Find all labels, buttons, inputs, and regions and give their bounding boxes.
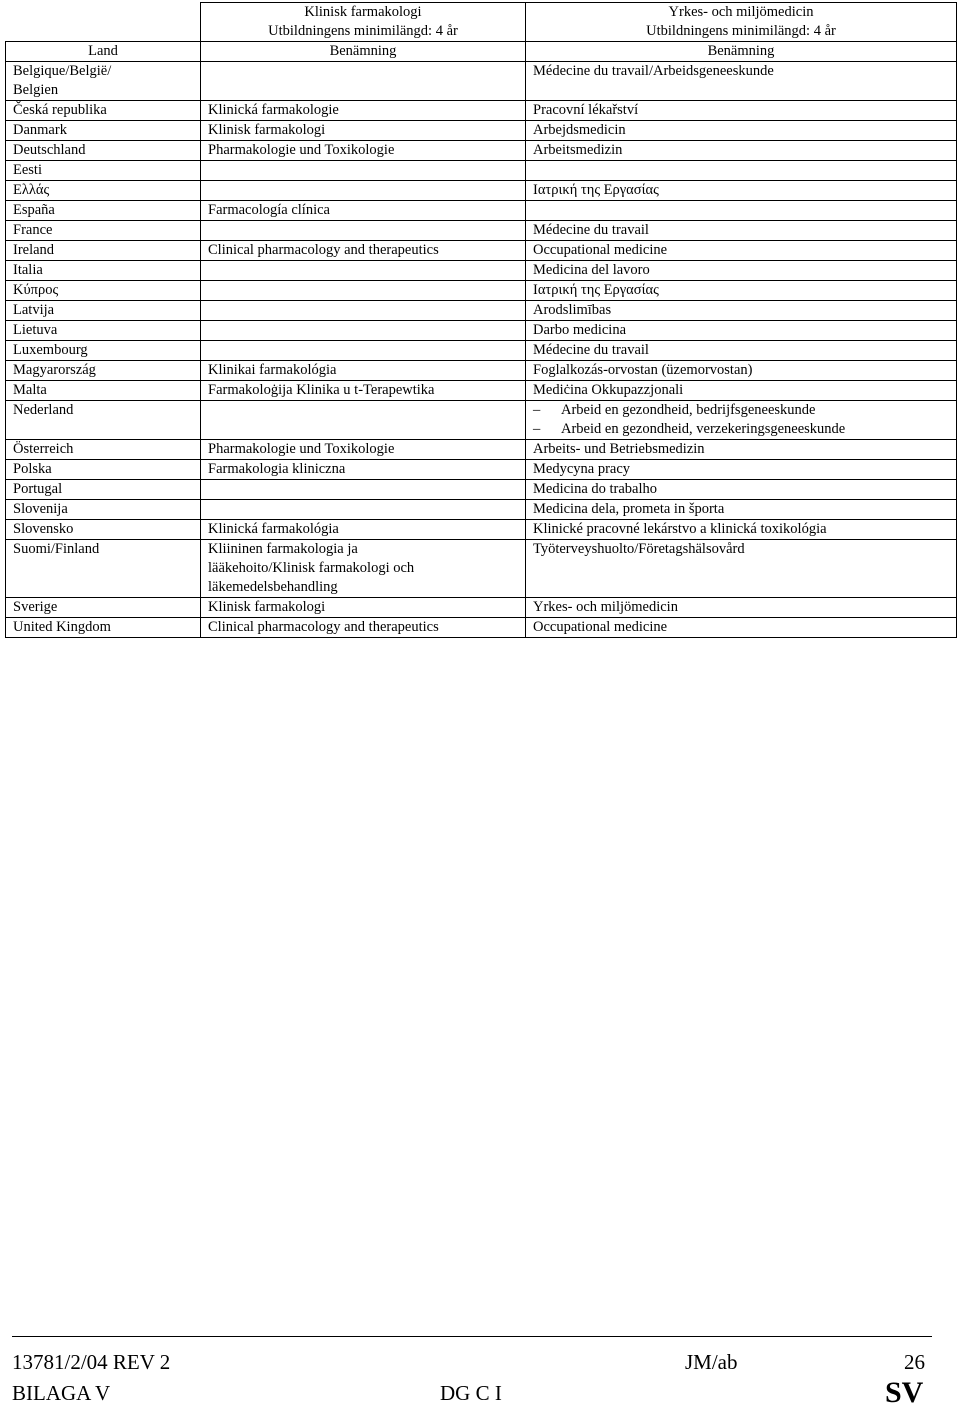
country-cell: Danmark bbox=[6, 121, 201, 141]
clinical-pharmacology-cell bbox=[201, 341, 526, 361]
table-row bbox=[6, 460, 957, 480]
clinical-pharmacology-cell bbox=[201, 161, 526, 181]
annex-label: BILAGA V bbox=[12, 1381, 111, 1405]
clinical-pharmacology-cell bbox=[201, 321, 526, 341]
country-cell: Nederland bbox=[6, 401, 201, 440]
author-initials: JM/ab bbox=[685, 1350, 738, 1374]
clinical-pharmacology-cell: Farmacología clínica bbox=[201, 201, 526, 221]
language-code: SV bbox=[885, 1376, 924, 1409]
clinical-pharmacology-cell bbox=[201, 401, 526, 440]
country-cell: Latvija bbox=[6, 301, 201, 321]
land-label: Land bbox=[6, 42, 201, 62]
clinical-pharmacology-cell bbox=[201, 181, 526, 201]
occupational-medicine-duration: Utbildningens minimilängd: 4 år bbox=[646, 23, 836, 39]
clinical-pharmacology-cell bbox=[201, 480, 526, 500]
header-occupational-medicine bbox=[526, 3, 957, 42]
country-cell: Österreich bbox=[6, 440, 201, 460]
clinical-pharmacology-cell: Klinisk farmakologi bbox=[201, 598, 526, 618]
header-clinical-pharmacology bbox=[201, 3, 526, 42]
table-row bbox=[6, 440, 957, 460]
clinical-pharmacology-title: Klinisk farmakologi bbox=[304, 4, 422, 20]
occupational-medicine-cell: Occupational medicine bbox=[526, 618, 957, 638]
table-row bbox=[6, 540, 957, 598]
table-row bbox=[6, 221, 957, 241]
country-cell: Italia bbox=[6, 261, 201, 281]
table-row bbox=[6, 141, 957, 161]
table-row bbox=[6, 301, 957, 321]
occupational-medicine-cell: Medicina do trabalho bbox=[526, 480, 957, 500]
table-row bbox=[6, 261, 957, 281]
specialties-table bbox=[5, 2, 957, 638]
occupational-medicine-cell: Työterveyshuolto/Företagshälsovård bbox=[526, 540, 957, 598]
clinical-pharmacology-cell: Pharmakologie und Toxikologie bbox=[201, 141, 526, 161]
occupational-medicine-cell: Occupational medicine bbox=[526, 241, 957, 261]
table-row bbox=[6, 181, 957, 201]
occupational-medicine-cell: Médecine du travail bbox=[526, 221, 957, 241]
dash-bullet: – bbox=[533, 402, 541, 418]
country-cell: Malta bbox=[6, 381, 201, 401]
country-cell: Slovensko bbox=[6, 520, 201, 540]
table-row bbox=[6, 341, 957, 361]
clinical-pharmacology-cell bbox=[201, 261, 526, 281]
country-cell: España bbox=[6, 201, 201, 221]
footer-divider bbox=[12, 1336, 932, 1337]
list-item: – Arbeid en gezondheid, bedrijfsgeneeskunde bbox=[533, 402, 816, 418]
clinical-pharmacology-cell: Farmakologia kliniczna bbox=[201, 460, 526, 480]
table-row bbox=[6, 520, 957, 540]
clinical-pharmacology-duration: Utbildningens minimilängd: 4 år bbox=[268, 23, 458, 39]
clinical-pharmacology-cell: Klinikai farmakológia bbox=[201, 361, 526, 381]
clinical-pharmacology-cell: Klinická farmakologie bbox=[201, 101, 526, 121]
occupational-medicine-cell: Foglalkozás-orvostan (üzemorvostan) bbox=[526, 361, 957, 381]
column-label-row bbox=[6, 42, 957, 62]
table-row bbox=[6, 121, 957, 141]
clinical-pharmacology-cell bbox=[201, 301, 526, 321]
table-row bbox=[6, 381, 957, 401]
country-cell: Polska bbox=[6, 460, 201, 480]
country-cell: Ελλάς bbox=[6, 181, 201, 201]
table-row bbox=[6, 241, 957, 261]
country-cell: Κύπρος bbox=[6, 281, 201, 301]
country-cell: Eesti bbox=[6, 161, 201, 181]
occupational-medicine-title: Yrkes- och miljömedicin bbox=[668, 4, 814, 20]
clinical-pharmacology-cell: Kliininen farmakologia ja lääkehoito/Klinisk farmakologi och läkemedelsbehandling bbox=[201, 540, 526, 598]
occupational-medicine-cell: Arbeitsmedizin bbox=[526, 141, 957, 161]
header-empty-cell bbox=[6, 3, 201, 42]
clinical-pharmacology-cell bbox=[201, 281, 526, 301]
occupational-medicine-cell: Ιατρική της Εργασίας bbox=[526, 281, 957, 301]
page-number: 26 bbox=[904, 1350, 925, 1374]
country-cell: Luxembourg bbox=[6, 341, 201, 361]
occupational-medicine-cell: Yrkes- och miljömedicin bbox=[526, 598, 957, 618]
country-cell: Suomi/Finland bbox=[6, 540, 201, 598]
country-cell: Sverige bbox=[6, 598, 201, 618]
table-row bbox=[6, 500, 957, 520]
occupational-medicine-cell: Arodslimības bbox=[526, 301, 957, 321]
document-reference: 13781/2/04 REV 2 bbox=[12, 1350, 171, 1374]
table-row bbox=[6, 281, 957, 301]
occupational-medicine-cell: Médecine du travail/Arbeidsgeneeskunde bbox=[526, 62, 957, 101]
clinical-pharmacology-cell bbox=[201, 221, 526, 241]
country-cell: Lietuva bbox=[6, 321, 201, 341]
country-cell: United Kingdom bbox=[6, 618, 201, 638]
country-cell: Slovenija bbox=[6, 500, 201, 520]
country-cell: Magyarország bbox=[6, 361, 201, 381]
clinical-pharmacology-cell bbox=[201, 500, 526, 520]
clinical-pharmacology-cell bbox=[201, 62, 526, 101]
country-cell: Česká republika bbox=[6, 101, 201, 121]
table-row bbox=[6, 480, 957, 500]
table-row bbox=[6, 401, 957, 440]
table-row bbox=[6, 62, 957, 101]
occupational-medicine-cell bbox=[526, 401, 957, 440]
occupational-medicine-cell: Pracovní lékařství bbox=[526, 101, 957, 121]
directorate-label: DG C I bbox=[440, 1381, 502, 1405]
occupational-medicine-cell bbox=[526, 201, 957, 221]
table-row bbox=[6, 201, 957, 221]
occupational-medicine-cell: Darbo medicina bbox=[526, 321, 957, 341]
clinical-pharmacology-cell: Clinical pharmacology and therapeutics bbox=[201, 618, 526, 638]
country-cell: Deutschland bbox=[6, 141, 201, 161]
table-row bbox=[6, 618, 957, 638]
list-item: – Arbeid en gezondheid, verzekeringsgeneeskunde bbox=[533, 421, 846, 437]
clinical-pharmacology-cell: Pharmakologie und Toxikologie bbox=[201, 440, 526, 460]
benamning-label-1: Benämning bbox=[201, 42, 526, 62]
table-row bbox=[6, 101, 957, 121]
occupational-medicine-cell bbox=[526, 161, 957, 181]
occupational-medicine-cell: Medicina dela, prometa in športa bbox=[526, 500, 957, 520]
occupational-medicine-cell: Medicina del lavoro bbox=[526, 261, 957, 281]
occupational-medicine-cell: Ιατρική της Εργασίας bbox=[526, 181, 957, 201]
occupational-medicine-cell: Médecine du travail bbox=[526, 341, 957, 361]
clinical-pharmacology-cell: Clinical pharmacology and therapeutics bbox=[201, 241, 526, 261]
occupational-medicine-cell: Arbeits- und Betriebsmedizin bbox=[526, 440, 957, 460]
benamning-label-2: Benämning bbox=[526, 42, 957, 62]
dash-bullet: – bbox=[533, 421, 541, 437]
table-row bbox=[6, 321, 957, 341]
occupational-medicine-cell: Klinické pracovné lekárstvo a klinická toxikológia bbox=[526, 520, 957, 540]
country-cell: Belgique/België/ Belgien bbox=[6, 62, 201, 101]
occupational-medicine-cell: Medycyna pracy bbox=[526, 460, 957, 480]
table-header-row bbox=[6, 3, 957, 42]
clinical-pharmacology-cell: Klinická farmakológia bbox=[201, 520, 526, 540]
country-cell: France bbox=[6, 221, 201, 241]
country-cell: Portugal bbox=[6, 480, 201, 500]
table-row bbox=[6, 161, 957, 181]
clinical-pharmacology-cell: Klinisk farmakologi bbox=[201, 121, 526, 141]
table-row bbox=[6, 361, 957, 381]
occupational-medicine-cell: Arbejdsmedicin bbox=[526, 121, 957, 141]
table-row bbox=[6, 598, 957, 618]
clinical-pharmacology-cell: Farmakoloġija Klinika u t-Terapewtika bbox=[201, 381, 526, 401]
country-cell: Ireland bbox=[6, 241, 201, 261]
occupational-medicine-cell: Mediċina Okkupazzjonali bbox=[526, 381, 957, 401]
